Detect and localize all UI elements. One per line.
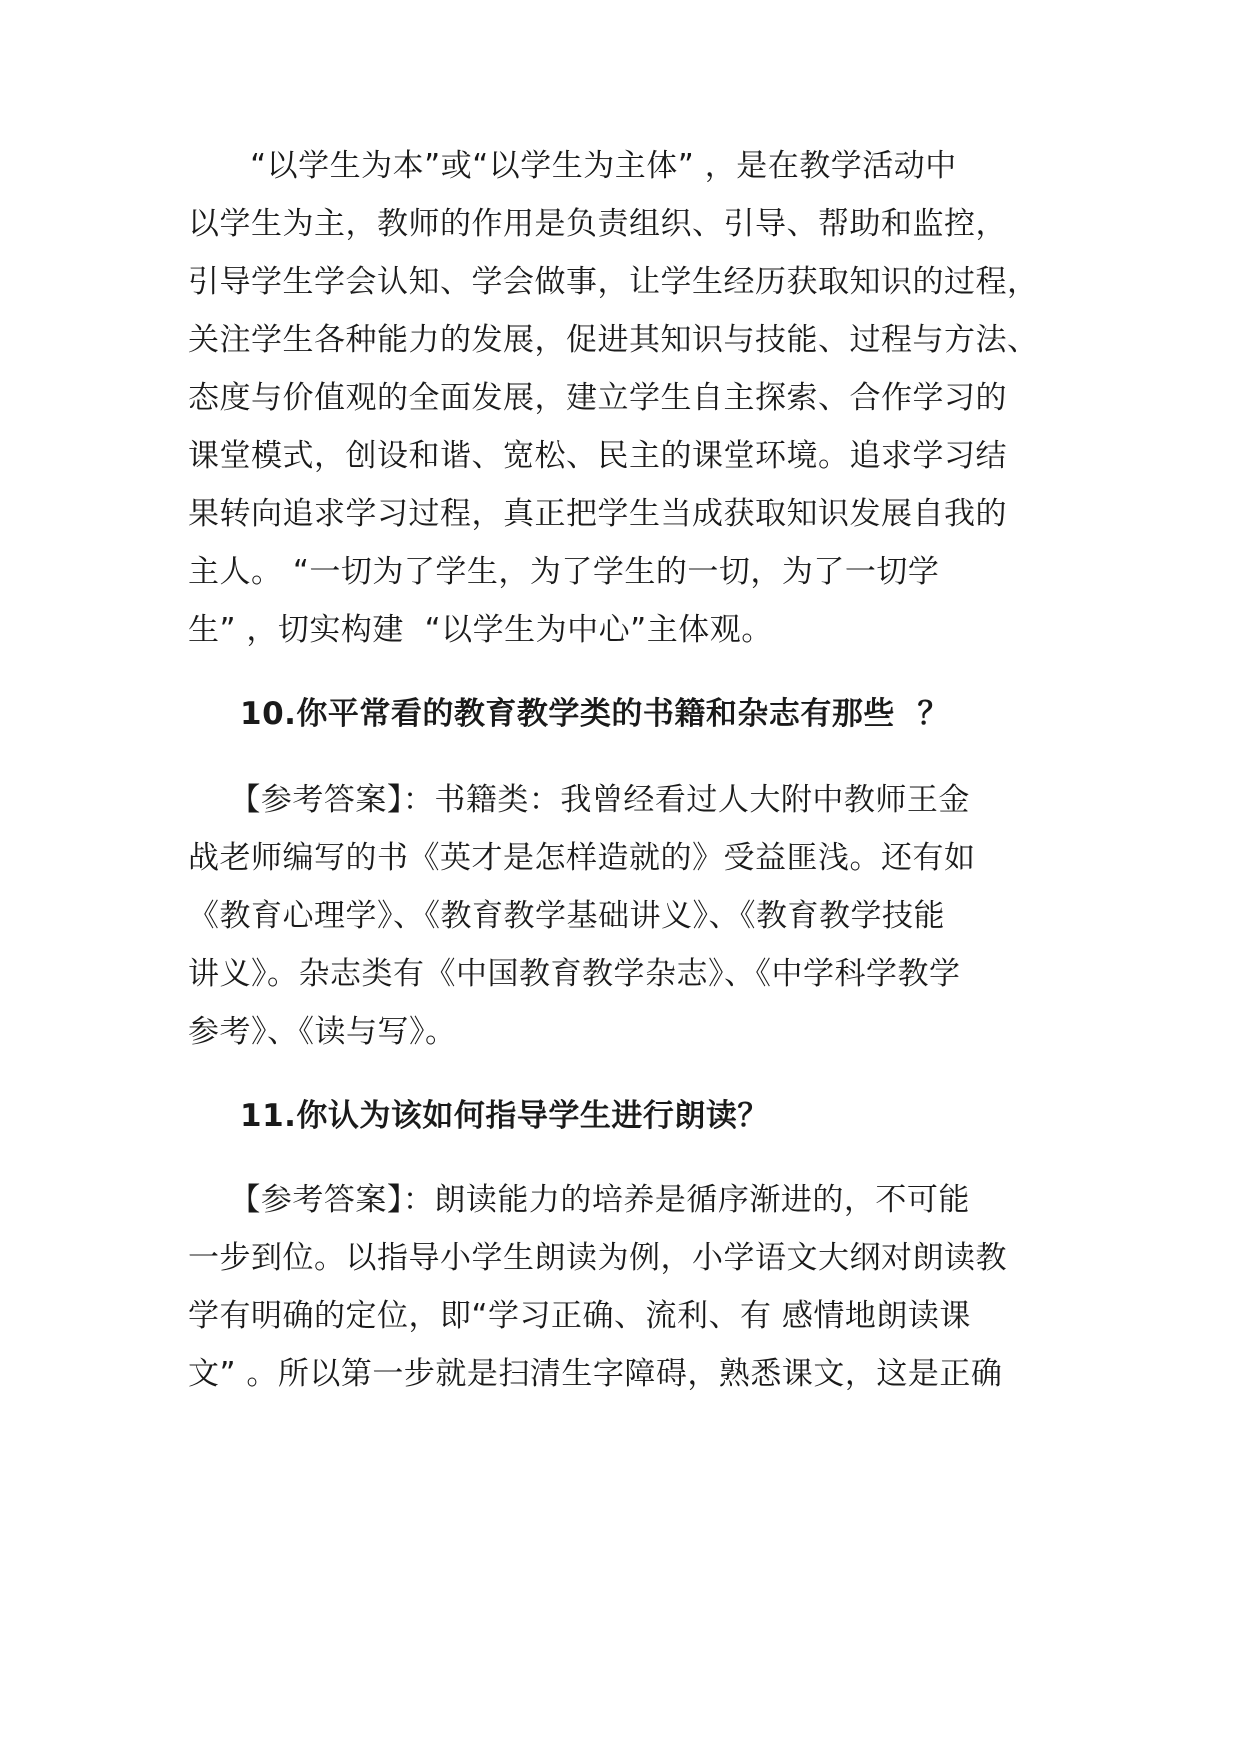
answer-line: 参考》、《读与写》。 <box>188 1014 457 1050</box>
question-11-heading: 11.你认为该如何指导学生进行朗读？ <box>240 1098 769 1134</box>
answer-line: 学有明确的定位，即“学习正确、流利、有 感情地朗读课 <box>188 1298 971 1334</box>
paragraph-line: 以学生为主，教师的作用是负责组织、引导、帮助和监控， <box>188 206 1007 242</box>
answer-line: 【参考答案】：书籍类：我曾经看过人大附中教师王金 <box>188 782 970 818</box>
paragraph-line: 关注学生各种能力的发展，促进其知识与技能、过程与方法、 <box>188 322 1039 358</box>
paragraph-line: 引导学生学会认知、学会做事，让学生经历获取知识的过程， <box>188 264 1039 300</box>
paragraph-line: 生” ，切实构建 “以学生为中心”主体观。 <box>188 612 773 648</box>
paragraph-line: 课堂模式，创设和谐、宽松、民主的课堂环境。追求学习结 <box>188 438 1007 474</box>
answer-line: 【参考答案】：朗读能力的培养是循序渐进的，不可能 <box>188 1182 970 1218</box>
answer-line: 讲义》。杂志类有《中国教育教学杂志》、《中学科学教学 <box>188 956 961 992</box>
answer-line: 文” 。所以第一步就是扫清生字障碍，熟悉课文，这是正确 <box>188 1356 1003 1392</box>
question-10-heading: 10.你平常看的教育教学类的书籍和杂志有那些 ？ <box>240 696 949 732</box>
answer-line: 《教育心理学》、《教育教学基础讲义》、《教育教学技能 <box>188 898 945 934</box>
paragraph-line: “以学生为本”或“以学生为主体” ，是在教学活动中 <box>188 148 957 184</box>
paragraph-line: 果转向追求学习过程，真正把学生当成获取知识发展自我的 <box>188 496 1007 532</box>
paragraph-line: 主人。 “一切为了学生，为了学生的一切，为了一切学 <box>188 554 940 590</box>
paragraph-line: 态度与价值观的全面发展，建立学生自主探索、合作学习的 <box>188 380 1007 416</box>
answer-line: 一步到位。以指导小学生朗读为例，小学语文大纲对朗读教 <box>188 1240 1007 1276</box>
answer-line: 战老师编写的书《英才是怎样造就的》受益匪浅。还有如 <box>188 840 976 876</box>
